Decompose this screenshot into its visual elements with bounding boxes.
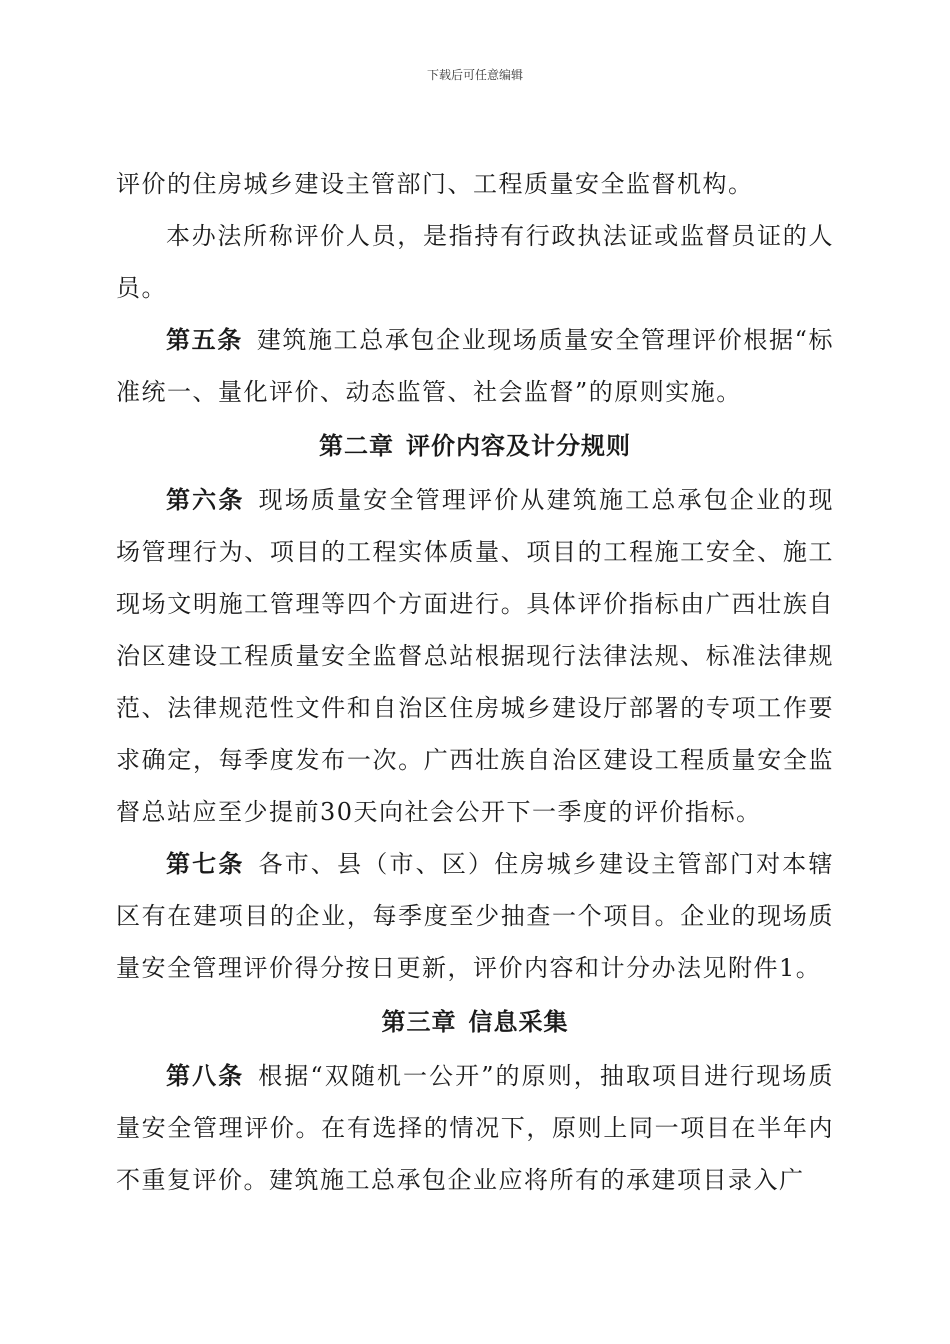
chapter-2-number: 第二章	[319, 432, 394, 460]
article-6-heading: 第六条	[166, 486, 245, 514]
article-8-heading: 第八条	[166, 1062, 245, 1090]
chapter-3-title: 信息采集	[468, 1008, 569, 1036]
paragraph-evaluator-definition: 本办法所称评价人员，是指持有行政执法证或监督员证的人员。	[116, 222, 834, 302]
chapter-2-heading	[116, 422, 834, 470]
article-5-text: 建筑施工总承包企业现场质量安全管理评价根据“标准统一、量化评价、动态监管、社会监督”的原则实施。	[116, 326, 834, 406]
paragraph-continuation: 评价的住房城乡建设主管部门、工程质量安全监督机构。	[116, 170, 754, 198]
article-5	[116, 314, 834, 418]
page-header-note: 下载后可任意编辑	[426, 68, 523, 82]
article-7-heading: 第七条	[166, 850, 245, 878]
chapter-3-heading	[116, 998, 834, 1046]
document-body	[116, 158, 834, 1206]
chapter-3-number: 第三章	[381, 1008, 457, 1036]
article-7-text: 各市、县（市、区）住房城乡建设主管部门对本辖区有在建项目的企业，每季度至少抽查一个项目。企业的现场质量安全管理评价得分按日更新，评价内容和计分办法见附件1。	[116, 850, 834, 982]
article-6-text: 现场质量安全管理评价从建筑施工总承包企业的现场管理行为、项目的工程实体质量、项目的工程施工安全、施工现场文明施工管理等四个方面进行。具体评价指标由广西壮族自治区建设工程质量安全监督总站根据现行法律法规、标准法律规范、法律规范性文件和自治区住房城乡建设厅部署的专项工作要求确定，每季度发布一次。广西壮族自治区建设工程质量安全监督总站应至少提前30天向社会公开下一季度的评价指标。	[116, 486, 834, 826]
article-5-heading: 第五条	[166, 326, 243, 354]
article-7	[116, 838, 834, 994]
article-6	[116, 474, 834, 838]
article-8-text: 根据“双随机一公开”的原则，抽取项目进行现场质量安全管理评价。在有选择的情况下，原则上同一项目在半年内不重复评价。建筑施工总承包企业应将所有的承建项目录入广	[116, 1062, 834, 1194]
article-8	[116, 1050, 834, 1206]
chapter-2-title: 评价内容及计分规则	[406, 432, 631, 460]
